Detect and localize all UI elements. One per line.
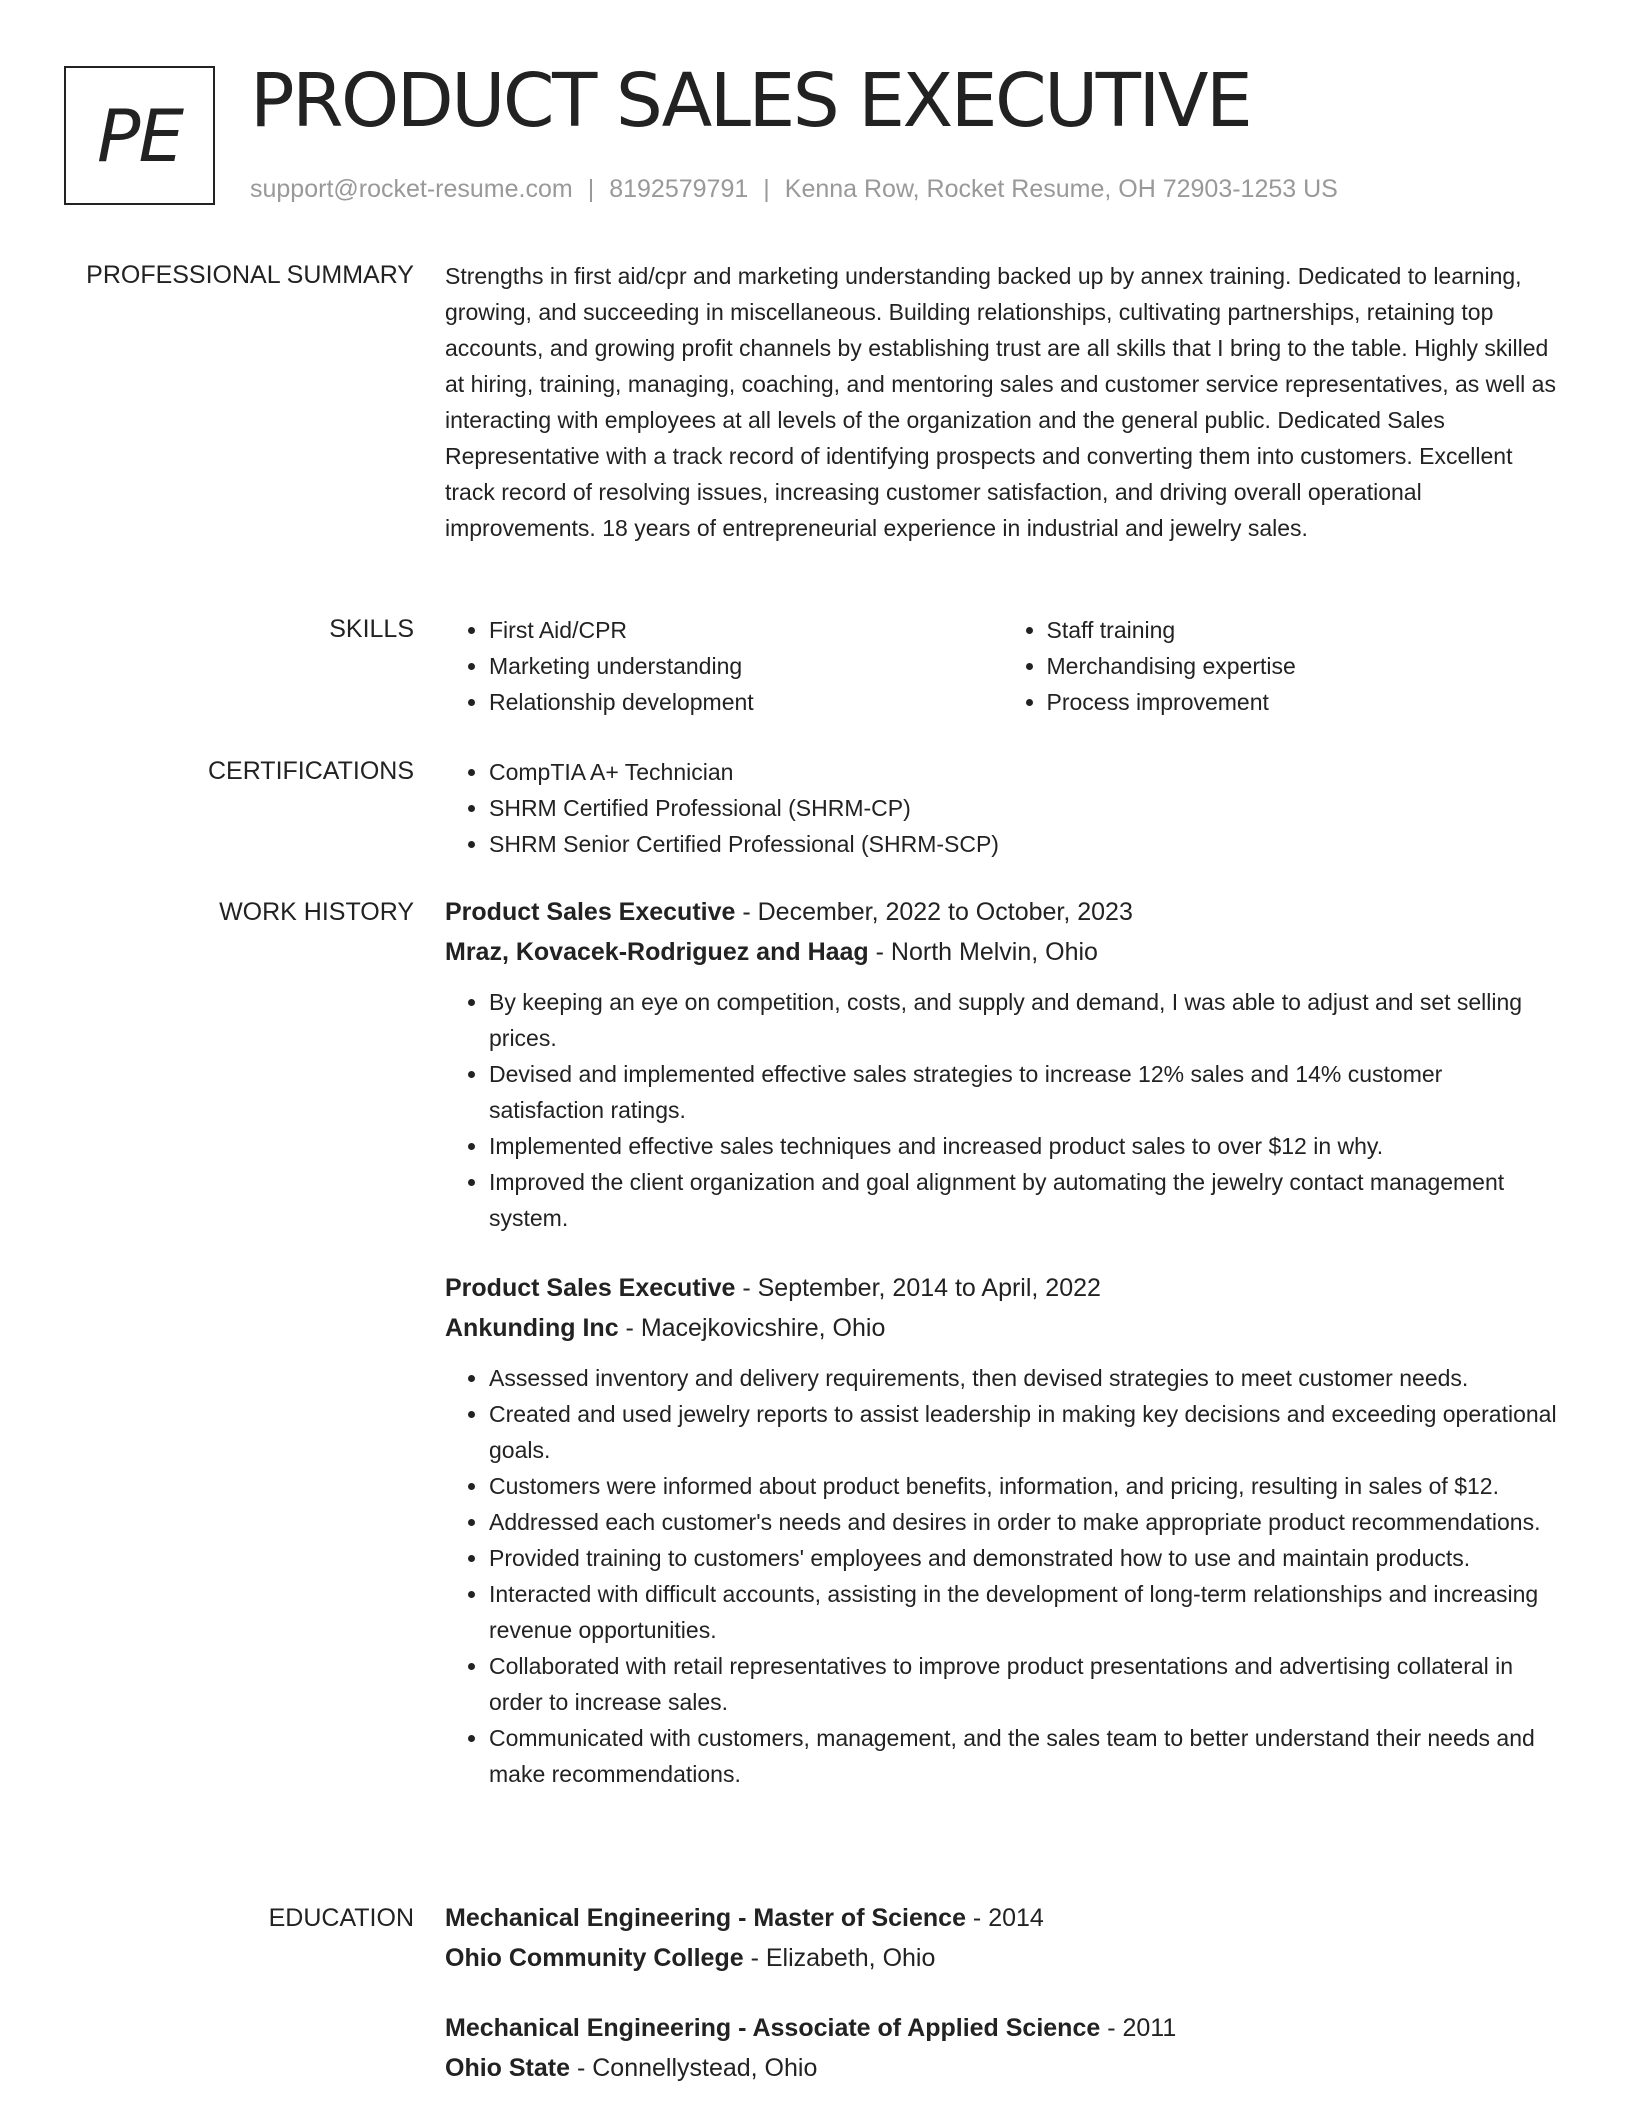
education-degree-line (445, 1898, 1560, 1938)
job-title-line (445, 892, 1560, 932)
job-dates: - September, 2014 to April, 2022 (735, 1274, 1101, 1302)
job-bullet: • Devised and implemented effective sales strategies to increase 12% sales and 14% customer satisfaction ratings. (489, 1056, 1560, 1128)
job-bullet: • Collaborated with retail representatives to improve product presentations and advertising collateral in order to increase sales. (489, 1648, 1560, 1720)
job-company-line (445, 932, 1560, 972)
monogram-initials: PE (97, 93, 182, 178)
contact-separator: | (763, 175, 770, 203)
skills-list-right (1003, 612, 1561, 720)
job-bullet: • Provided training to customers' employees and demonstrated how to use and maintain products. (489, 1540, 1560, 1576)
section-label-work-history: WORK HISTORY (219, 898, 414, 926)
monogram-box (64, 66, 215, 205)
skills-list-left (445, 612, 1003, 720)
contact-separator: | (587, 175, 595, 203)
certifications-list (445, 754, 1560, 862)
skill-item: • First Aid/CPR (489, 612, 1003, 648)
job-bullet: • By keeping an eye on competition, costs, and supply and demand, I was able to adjust and set selling prices. (489, 984, 1560, 1056)
education-degree-line (445, 2008, 1560, 2048)
education-school-line (445, 1938, 1560, 1978)
section-label-summary: PROFESSIONAL SUMMARY (86, 261, 414, 289)
job-bullet: • Improved the client organization and goal alignment by automating the jewelry contact management system. (489, 1164, 1560, 1236)
education-location: - Elizabeth, Ohio (743, 1944, 936, 1972)
job-bullet: • Communicated with customers, management, and the sales team to better understand their needs and make recommendations. (489, 1720, 1560, 1792)
job-bullet: • Addressed each customer's needs and desires in order to make appropriate product recommendations. (489, 1504, 1560, 1540)
education-school-line (445, 2048, 1560, 2088)
job-company: Mraz, Kovacek-Rodriguez and Haag (445, 938, 869, 966)
certification-item: • SHRM Senior Certified Professional (SHRM-SCP) (489, 826, 1560, 862)
section-label-skills: SKILLS (329, 615, 414, 643)
job-company-line (445, 1308, 1560, 1348)
job-title: Product Sales Executive (445, 898, 736, 926)
job-entry (445, 892, 1560, 1236)
education-location: - Connellystead, Ohio (570, 2054, 818, 2082)
page-title: PRODUCT SALES EXECUTIVE (250, 58, 1251, 144)
job-bullet: • Implemented effective sales techniques and increased product sales to over $12 in why. (489, 1128, 1560, 1164)
job-location: - Macejkovicshire, Ohio (618, 1314, 886, 1342)
section-label-certifications: CERTIFICATIONS (207, 757, 414, 785)
skill-item: • Merchandising expertise (1047, 648, 1561, 684)
contact-email: support@rocket-resume.com (250, 175, 573, 203)
education-school: Ohio Community College (445, 1944, 744, 1972)
job-bullet: • Interacted with difficult accounts, assisting in the development of long-term relationships and increasing revenue opportunities. (489, 1576, 1560, 1648)
job-location: - North Melvin, Ohio (868, 938, 1098, 966)
education-degree: Mechanical Engineering - Master of Science (445, 1904, 966, 1932)
job-dates: - December, 2022 to October, 2023 (735, 898, 1133, 926)
job-entry (445, 1268, 1560, 1792)
certification-item: • CompTIA A+ Technician (489, 754, 1560, 790)
job-bullet: • Created and used jewelry reports to assist leadership in making key decisions and exceeding operational goals. (489, 1396, 1560, 1468)
contact-line (250, 174, 1338, 204)
job-bullets (445, 1360, 1560, 1792)
education-year: - 2011 (1100, 2014, 1177, 2042)
section-label-education: EDUCATION (268, 1904, 414, 1932)
skill-item: • Staff training (1047, 612, 1561, 648)
job-title-line (445, 1268, 1560, 1308)
summary-text: Strengths in first aid/cpr and marketing understanding backed up by annex training. Dedicated to learning, growing, and succeeding in miscellaneous. Building relationships, cultivating partnerships, retaining top accounts, and growing profit channels by establishing trust are all skills that I bring to the table. Highly skilled at hiring, training, managing, coaching, and mentoring sales and customer service representatives, as well as interacting with employees at all levels of the organization and the general public. Dedicated Sales Representative with a track record of identifying prospects and converting them into customers. Excellent track record of resolving issues, increasing customer satisfaction, and driving overall operational improvements. 18 years of entrepreneurial experience in industrial and jewelry sales. (445, 263, 1556, 541)
summary-section (445, 258, 1560, 546)
education-school: Ohio State (445, 2054, 571, 2082)
job-bullets (445, 984, 1560, 1236)
job-bullet: • Customers were informed about product benefits, information, and pricing, resulting in sales of $12. (489, 1468, 1560, 1504)
job-bullet: • Assessed inventory and delivery requirements, then devised strategies to meet customer needs. (489, 1360, 1560, 1396)
skill-item: • Marketing understanding (489, 648, 1003, 684)
job-title: Product Sales Executive (445, 1274, 736, 1302)
certifications-section (445, 754, 1560, 862)
education-entry (445, 1898, 1560, 1978)
certification-item: • SHRM Certified Professional (SHRM-CP) (489, 790, 1560, 826)
skill-item: • Process improvement (1047, 684, 1561, 720)
skills-section (445, 612, 1560, 720)
education-entry (445, 2008, 1560, 2088)
job-company: Ankunding Inc (445, 1314, 619, 1342)
skill-item: • Relationship development (489, 684, 1003, 720)
contact-address: Kenna Row, Rocket Resume, OH 72903-1253 US (784, 175, 1338, 203)
contact-phone: 8192579791 (609, 175, 749, 203)
education-degree: Mechanical Engineering - Associate of Applied Science (445, 2014, 1101, 2042)
education-year: - 2014 (965, 1904, 1044, 1932)
